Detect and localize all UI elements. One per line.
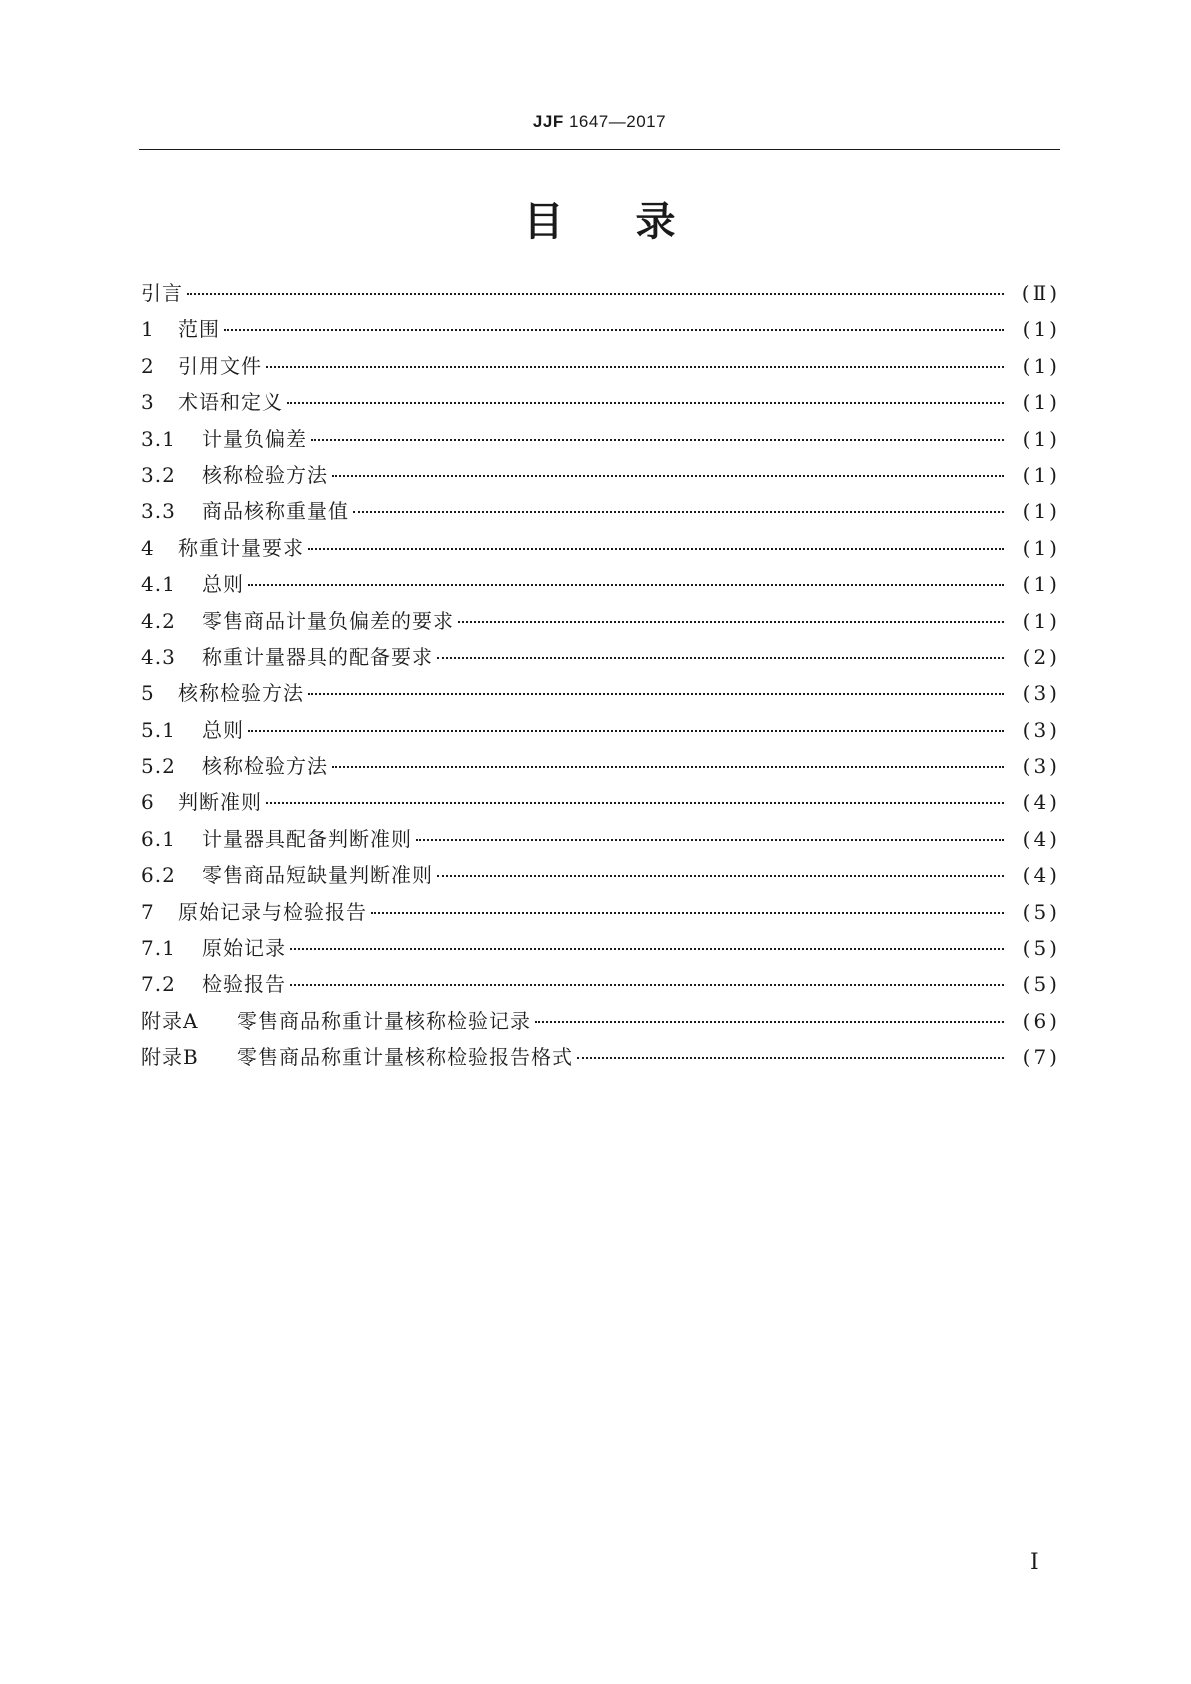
- toc-entry-label: 商品核称重量值: [202, 499, 349, 524]
- toc-entry[interactable]: [141, 968, 1060, 1004]
- toc-entry-label: 核称检验方法: [178, 681, 304, 706]
- toc-entry[interactable]: [141, 786, 1060, 822]
- toc-entry-label: 判断准则: [178, 790, 262, 815]
- toc-entry-label: 术语和定义: [178, 390, 283, 415]
- toc-leader-dots: [187, 293, 1004, 295]
- toc-leader-dots: [577, 1057, 1004, 1059]
- toc-entry-page: (5): [1022, 899, 1060, 924]
- toc-entry-label: 引言: [141, 281, 183, 305]
- toc-leader-dots: [353, 511, 1004, 513]
- toc-entry-number: 2: [141, 353, 155, 378]
- toc-leader-dots: [371, 912, 1004, 914]
- toc-entry-page: (2): [1022, 644, 1060, 669]
- toc-entry[interactable]: [141, 896, 1060, 932]
- toc-entry-number: 4.3: [141, 644, 176, 669]
- toc-entry-label: 零售商品计量负偏差的要求: [202, 608, 454, 633]
- toc-entry-number: 3.1: [141, 426, 176, 451]
- standard-code-prefix: JJF: [532, 112, 564, 131]
- toc-entry-number: 6.1: [141, 826, 176, 851]
- toc-entry-number: 5.1: [141, 717, 176, 742]
- toc-entry-page: (3): [1022, 754, 1060, 779]
- toc-entry-label: 总则: [202, 572, 244, 597]
- toc-leader-dots: [266, 366, 1004, 368]
- toc-entry-label: 检验报告: [202, 972, 286, 997]
- toc-entry-number: 4.1: [141, 572, 176, 597]
- toc-entry-page: (Ⅱ): [1021, 281, 1060, 305]
- toc-entry-number: 附录B: [141, 1045, 199, 1070]
- toc-entry[interactable]: [141, 386, 1060, 422]
- toc-entry-page: (4): [1022, 790, 1060, 815]
- toc-entry[interactable]: [141, 423, 1060, 459]
- toc-entry[interactable]: [141, 823, 1060, 859]
- toc-entry-number: 7.2: [141, 972, 176, 997]
- toc-entry-label: 称重计量器具的配备要求: [202, 644, 433, 669]
- toc-entry-page: (1): [1022, 353, 1060, 378]
- toc-entry-page: (5): [1022, 972, 1060, 997]
- toc-entry-number: 6.2: [141, 863, 176, 888]
- toc-entry-page: (1): [1022, 608, 1060, 633]
- toc-leader-dots: [290, 984, 1004, 986]
- toc-entry-page: (1): [1022, 426, 1060, 451]
- toc-entry-number: 1: [141, 317, 155, 342]
- toc-leader-dots: [437, 657, 1004, 659]
- toc-entry-label: 零售商品称重计量核称检验记录: [237, 1008, 531, 1033]
- toc-entry-label: 计量负偏差: [202, 426, 307, 451]
- toc-entry-page: (4): [1022, 863, 1060, 888]
- toc-entry-label: 零售商品短缺量判断准则: [202, 863, 433, 888]
- toc-entry-number: 7.1: [141, 936, 176, 961]
- toc-entry[interactable]: [141, 459, 1060, 495]
- toc-leader-dots: [248, 730, 1004, 732]
- toc-entry-page: (6): [1022, 1008, 1060, 1033]
- standard-code-number: 1647—2017: [568, 112, 667, 131]
- toc-entry-label: 称重计量要求: [178, 535, 304, 560]
- toc-entry-page: (1): [1022, 535, 1060, 560]
- toc-leader-dots: [416, 839, 1004, 841]
- toc-entry-label: 范围: [178, 317, 220, 342]
- toc-entry-number: 附录A: [141, 1008, 199, 1033]
- toc-entry-number: 5: [141, 681, 155, 706]
- toc-entry-number: 4: [141, 535, 155, 560]
- toc-entry-label: 原始记录与检验报告: [178, 899, 367, 924]
- toc-entry-page: (1): [1022, 390, 1060, 415]
- toc-leader-dots: [332, 766, 1004, 768]
- toc-entry-page: (3): [1022, 717, 1060, 742]
- toc-entry-page: (1): [1022, 462, 1060, 487]
- page-folio: Ⅰ: [1030, 1550, 1039, 1575]
- toc-leader-dots: [535, 1021, 1004, 1023]
- toc-entry-number: 3.3: [141, 499, 176, 524]
- toc-entry[interactable]: [141, 1005, 1060, 1041]
- page-header: [139, 112, 1060, 132]
- toc-leader-dots: [224, 329, 1004, 331]
- toc-entry-number: 3: [141, 390, 155, 415]
- toc-entry-number: 4.2: [141, 608, 176, 633]
- toc-entry[interactable]: [141, 313, 1060, 349]
- toc-entry-label: 原始记录: [202, 936, 286, 961]
- toc-entry[interactable]: [141, 641, 1060, 677]
- toc-entry[interactable]: [141, 677, 1060, 713]
- toc-entry-label: 总则: [202, 717, 244, 742]
- toc-leader-dots: [437, 875, 1004, 877]
- toc-title: 目录: [523, 199, 748, 245]
- toc-entry-number: 7: [141, 899, 155, 924]
- toc-entry[interactable]: [141, 714, 1060, 750]
- toc-list: [141, 277, 1060, 1078]
- toc-entry[interactable]: [141, 532, 1060, 568]
- toc-leader-dots: [308, 693, 1004, 695]
- toc-leader-dots: [290, 948, 1004, 950]
- toc-entry-page: (1): [1022, 499, 1060, 524]
- toc-entry-label: 核称检验方法: [202, 462, 328, 487]
- toc-entry[interactable]: [141, 750, 1060, 786]
- toc-entry[interactable]: [141, 605, 1060, 641]
- header-rule: [139, 149, 1060, 150]
- toc-entry[interactable]: [141, 859, 1060, 895]
- toc-leader-dots: [458, 621, 1004, 623]
- toc-leader-dots: [311, 439, 1004, 441]
- toc-entry[interactable]: [141, 932, 1060, 968]
- toc-entry-page: (4): [1022, 826, 1060, 851]
- toc-entry[interactable]: [141, 277, 1060, 313]
- toc-leader-dots: [308, 548, 1004, 550]
- toc-leader-dots: [266, 802, 1004, 804]
- toc-entry-page: (7): [1022, 1045, 1060, 1070]
- toc-entry-number: 6: [141, 790, 155, 815]
- toc-entry-page: (1): [1022, 317, 1060, 342]
- toc-entry[interactable]: [141, 350, 1060, 386]
- toc-entry[interactable]: [141, 495, 1060, 531]
- toc-entry-label: 核称检验方法: [202, 754, 328, 779]
- toc-entry-page: (1): [1022, 572, 1060, 597]
- toc-entry-label: 零售商品称重计量核称检验报告格式: [237, 1045, 573, 1070]
- toc-leader-dots: [332, 475, 1004, 477]
- toc-leader-dots: [248, 584, 1004, 586]
- toc-entry[interactable]: [141, 1041, 1060, 1077]
- toc-entry[interactable]: [141, 568, 1060, 604]
- toc-entry-label: 计量器具配备判断准则: [202, 826, 412, 851]
- toc-entry-label: 引用文件: [178, 353, 262, 378]
- toc-entry-number: 5.2: [141, 754, 176, 779]
- toc-leader-dots: [287, 402, 1004, 404]
- toc-entry-number: 3.2: [141, 462, 176, 487]
- toc-entry-page: (3): [1022, 681, 1060, 706]
- toc-entry-page: (5): [1022, 936, 1060, 961]
